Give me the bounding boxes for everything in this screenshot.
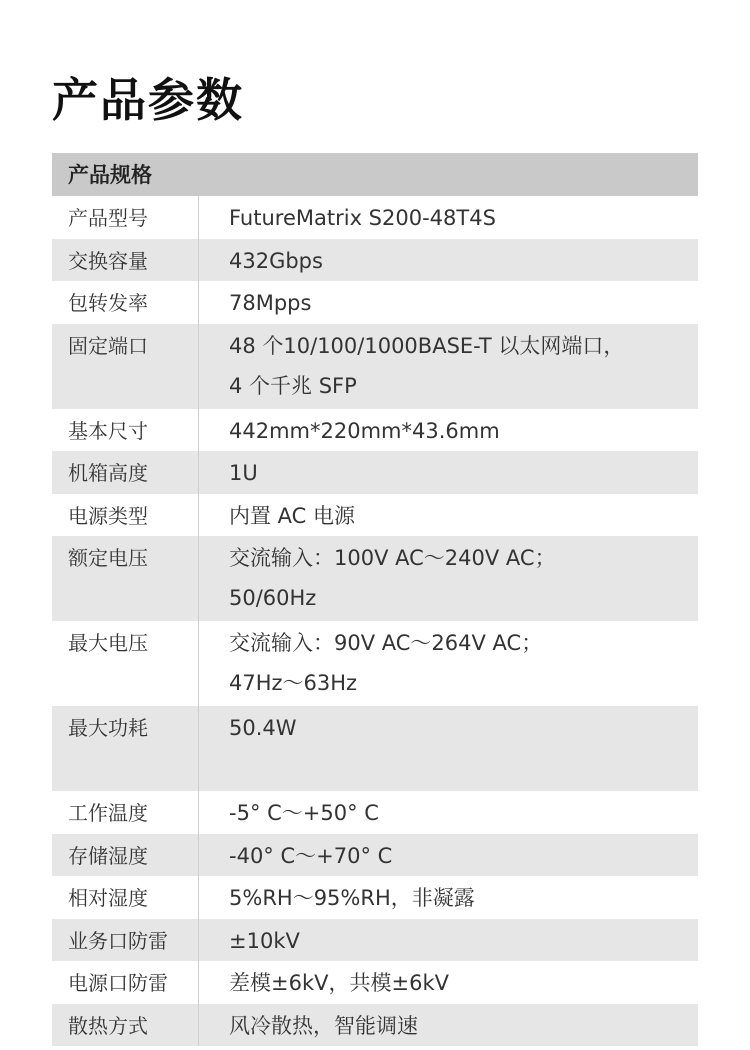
table-row: [52, 919, 698, 962]
row-label: 相对湿度: [52, 876, 199, 919]
table-row: [52, 621, 698, 706]
table-row: [52, 281, 698, 324]
row-label: 散热方式: [52, 1004, 199, 1047]
row-value: 交流输入：100V AC～240V AC； 50/60Hz: [229, 546, 556, 610]
row-value: 48 个10/100/1000BASE-T 以太网端口， 4 个千兆 SFP: [229, 333, 625, 398]
row-label: 工作温度: [52, 791, 199, 834]
row-label: 额定电压: [52, 536, 199, 621]
table-row: [52, 834, 698, 877]
table-row: [52, 451, 698, 494]
table-row: [52, 706, 698, 791]
row-value: 5%RH～95%RH，非凝露: [229, 886, 475, 910]
row-value: 1U: [229, 461, 258, 485]
row-label: 电源口防雷: [52, 961, 199, 1004]
table-row: [52, 409, 698, 452]
row-value: 内置 AC 电源: [229, 503, 356, 528]
row-value: -40° C～+70° C: [229, 843, 393, 868]
row-label: 电源类型: [52, 494, 199, 537]
row-value: 432Gbps: [229, 248, 323, 273]
table-row: [52, 961, 698, 1004]
row-value: 442mm*220mm*43.6mm: [229, 418, 500, 443]
table-row: [52, 239, 698, 282]
table-row: [52, 876, 698, 919]
row-value: 50.4W: [229, 716, 297, 740]
section-header: 产品规格: [52, 153, 698, 196]
row-value: -5° C～+50° C: [229, 801, 379, 825]
table-row: [52, 791, 698, 834]
row-label: 存储湿度: [52, 834, 199, 877]
row-value: 差模±6kV，共模±6kV: [229, 971, 449, 995]
row-label: 机箱高度: [52, 451, 199, 494]
spec-table: [52, 153, 698, 1046]
row-label: 产品型号: [52, 196, 199, 239]
row-label: 固定端口: [52, 324, 199, 409]
row-label: 基本尺寸: [52, 409, 199, 452]
row-value: ±10kV: [229, 928, 300, 953]
row-label: 交换容量: [52, 239, 199, 282]
row-label: 包转发率: [52, 281, 199, 324]
table-row: [52, 494, 698, 537]
table-row: [52, 324, 698, 409]
page-title: 产品参数: [52, 73, 244, 127]
table-row: [52, 196, 698, 239]
row-label: 最大电压: [52, 621, 199, 706]
table-row: [52, 1004, 698, 1047]
row-label: 最大功耗: [52, 706, 199, 791]
row-value: FutureMatrix S200-48T4S: [229, 206, 496, 230]
row-label: 业务口防雷: [52, 919, 199, 962]
table-row: [52, 536, 698, 621]
row-value: 交流输入：90V AC～264V AC； 47Hz～63Hz: [229, 631, 543, 695]
row-value: 风冷散热，智能调速: [229, 1013, 418, 1038]
row-value: 78Mpps: [229, 291, 312, 315]
